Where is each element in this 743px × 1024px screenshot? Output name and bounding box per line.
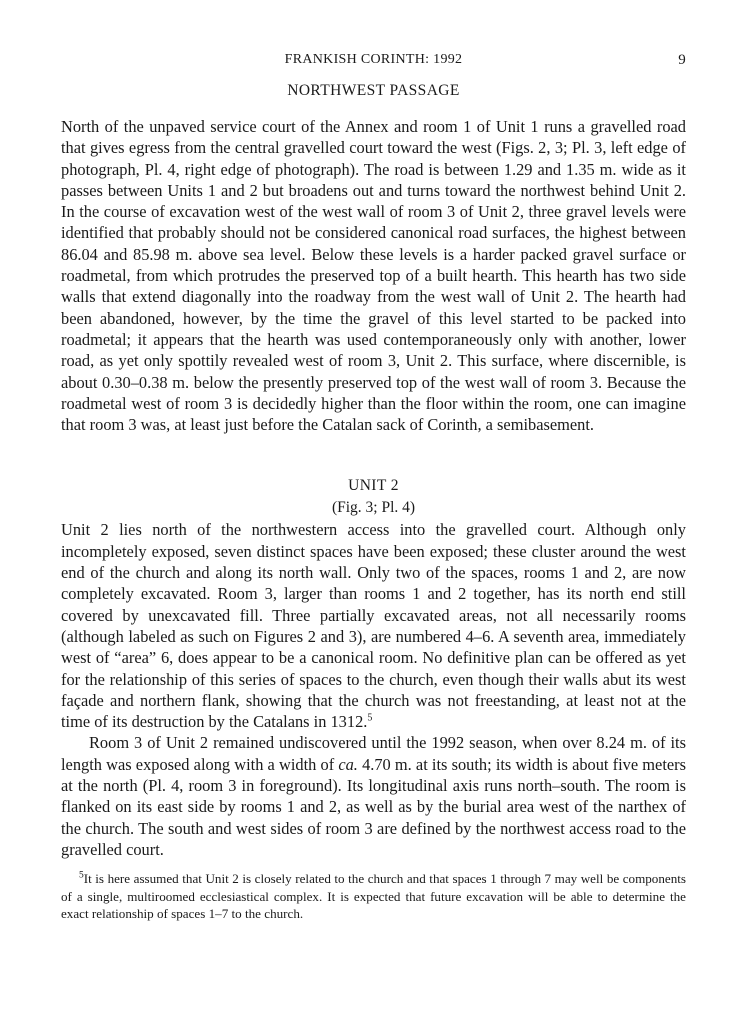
section-heading-northwest-passage: NORTHWEST PASSAGE: [287, 82, 460, 99]
unit-2-paragraph-2: [61, 732, 686, 860]
unit-2-paragraph-2-ca: ca.: [338, 754, 358, 774]
footnote-reference[interactable]: 5: [367, 712, 373, 724]
running-head: [61, 52, 686, 74]
footnote-text: It is here assumed that Unit 2 is closely related to the church and that spaces 1 through 7 may well be components of a single, multiroomed ecclesiastical complex. It is expected that future excavation will be able to determine the exact relationship of spaces 1–7 to the church.: [61, 871, 686, 922]
running-head-title: FRANKISH CORINTH: 1992: [284, 52, 463, 67]
unit-2-paragraph-2-text-a: Room 3 of Unit 2 remained undiscovered until the 1992 season, when over 8.24 m. of its length was exposed along with a width of: [61, 733, 686, 774]
page-number: 9: [678, 52, 686, 68]
unit-2-paragraph-1-text: Unit 2 lies north of the northwestern access into the gravelled court. Although only incompletely exposed, seven distinct spaces have been exposed; these cluster around the west end of the church and along its north wall. Only two of the spaces, rooms 1 and 2, are now completely excavated. Room 3, larger than rooms 1 and 2 together, has its north end still covered by unexcavated fill. Three partially excavated areas, not all necessarily rooms (although labeled as such on Figures 2 and 3), are numbered 4–6. A seventh area, immediately west of “area” 6, does appear to be a canonical room. No definitive plan can be offered as yet for the relationship of this series of spaces to the church, even though their walls abut its west façade and northern flank, showing that the church was not freestanding, at least not at the time of its destruction by the Catalans in 1312.: [61, 520, 686, 732]
footnote: [61, 870, 686, 923]
northwest-passage-paragraph: North of the unpaved service court of the Annex and room 1 of Unit 1 runs a gravelled road that gives egress from the central gravelled court toward the west (Figs. 2, 3; Pl. 3, left edge of photograph, Pl. 4, right edge of photograph). The road is between 1.29 and 1.35 m. wide as it passes between Units 1 and 2 but broadens out and turns toward the northwest behind Unit 2. In the course of excavation west of the west wall of room 3 of Unit 2, three gravel levels were identified that probably should not be considered canonical road surfaces, the highest between 86.04 and 85.98 m. above sea level. Below these levels is a harder packed gravel surface or roadmetal, from which protrudes the preserved top of a built hearth. This hearth has two side walls that extend diagonally into the roadway from the west wall of Unit 2. The hearth had been abandoned, however, by the time the gravel of this level started to be packed into roadmetal; it appears that the hearth was used contemporaneously only with another, lower road, as yet only spottily revealed west of room 3, Unit 2. This surface, where discernible, is about 0.30–0.38 m. below the presently preserved top of the west wall of room 3. Because the roadmetal west of room 3 is decidedly higher than the floor within the room, one can imagine that room 3 was, at least just before the Catalan sack of Corinth, a semibasement.: [61, 117, 686, 435]
section-heading-unit-2: UNIT 2: [348, 477, 399, 495]
footnote-marker: 5: [79, 870, 84, 881]
page: [61, 52, 686, 936]
section-subheading-unit-2: (Fig. 3; Pl. 4): [331, 499, 416, 517]
unit-2-paragraph-2-text-b: 4.70 m. at its south; its width is about five meters at the north (Pl. 4, room 3 in foreground). Its longitudinal axis runs north–south. The room is flanked on its east side by rooms 1 and 2, as well as by the burial area west of the narthex of the church. The south and west sides of room 3 are defined by the northwest access road to the gravelled court.: [61, 754, 686, 859]
unit-2-paragraph-1: [61, 519, 686, 732]
